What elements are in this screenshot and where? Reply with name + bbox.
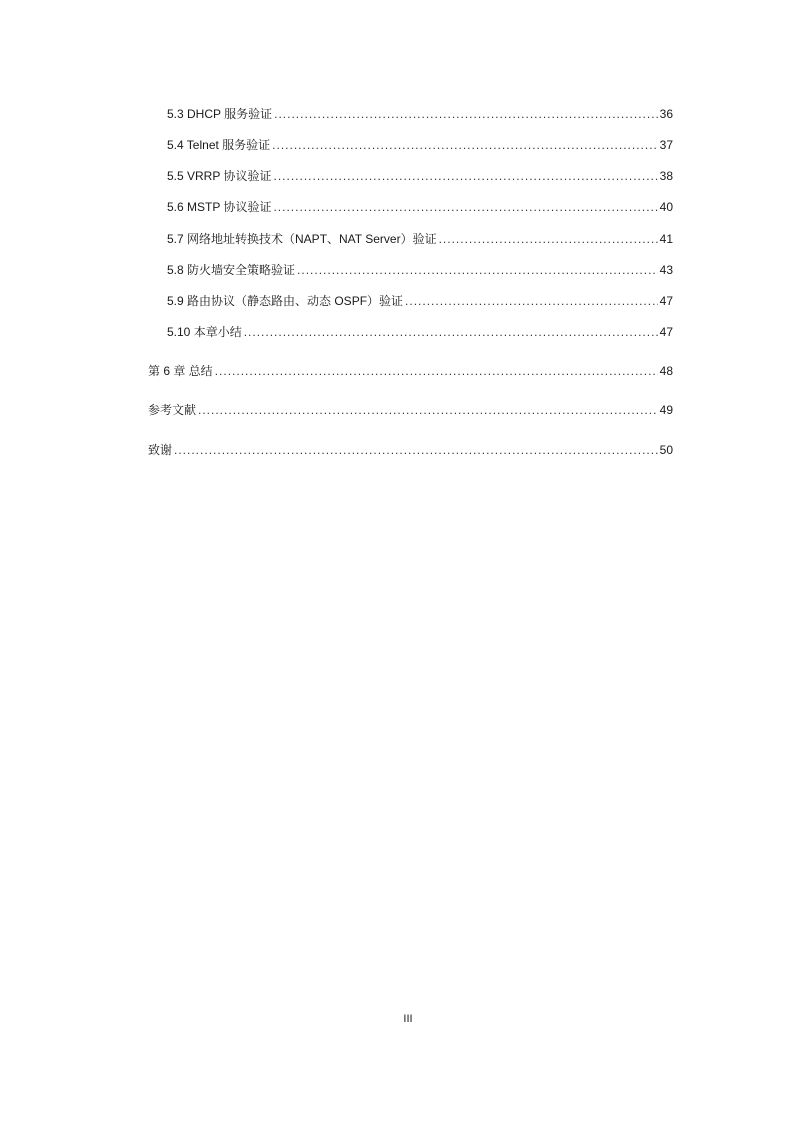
toc-entry-5-10[interactable] <box>167 320 673 340</box>
toc-entry-title: 5.6 MSTP 协议验证 <box>167 200 272 214</box>
toc-entry-page: 49 <box>659 403 673 417</box>
toc-entry-title: 5.7 网络地址转换技术（NAPT、NAT Server）验证 <box>167 232 437 246</box>
toc-entry-page: 38 <box>659 169 673 183</box>
toc-dot-leader <box>244 324 658 340</box>
toc-entry-page: 36 <box>659 107 673 121</box>
toc-entry-page: 37 <box>659 138 673 152</box>
toc-entry-title: 5.4 Telnet 服务验证 <box>167 138 271 152</box>
toc-entry-title: 致谢 <box>148 443 173 457</box>
toc-entry-title: 5.3 DHCP 服务验证 <box>167 107 273 121</box>
toc-entry-references[interactable] <box>148 398 673 418</box>
toc-entry-page: 50 <box>659 443 673 457</box>
toc-entry-5-3[interactable] <box>167 102 673 122</box>
toc-entry-title: 5.10 本章小结 <box>167 325 242 339</box>
toc-entry-title: 5.8 防火墙安全策略验证 <box>167 263 296 277</box>
toc-dot-leader <box>273 199 657 215</box>
toc-entry-page: 41 <box>659 232 673 246</box>
toc-dot-leader <box>198 402 658 418</box>
toc-entry-title: 5.9 路由协议（静态路由、动态 OSPF）验证 <box>167 294 404 308</box>
toc-dot-leader <box>215 363 658 379</box>
toc-entry-5-9[interactable] <box>167 289 673 309</box>
toc-entry-5-7[interactable] <box>167 227 673 247</box>
toc-entry-title: 5.5 VRRP 协议验证 <box>167 169 272 183</box>
toc-dot-leader <box>274 106 658 122</box>
toc-dot-leader <box>439 231 658 247</box>
toc-dot-leader <box>297 262 658 278</box>
toc-entry-page: 43 <box>659 263 673 277</box>
toc-entry-acknowledgements[interactable] <box>148 438 673 458</box>
toc-entry-page: 48 <box>659 364 673 378</box>
toc-dot-leader <box>174 442 658 458</box>
toc-entry-5-6[interactable] <box>167 195 673 215</box>
toc-entry-title: 第 6 章 总结 <box>148 364 213 378</box>
toc-entry-page: 40 <box>659 200 673 214</box>
toc-entry-5-8[interactable] <box>167 258 673 278</box>
toc-dot-leader <box>273 168 657 184</box>
toc-entry-chapter-6[interactable] <box>148 359 673 379</box>
toc-entry-page: 47 <box>659 294 673 308</box>
toc-entry-5-4[interactable] <box>167 133 673 153</box>
toc-entry-5-5[interactable] <box>167 164 673 184</box>
toc-entry-page: 47 <box>659 325 673 339</box>
page-number: III <box>403 1013 413 1025</box>
toc-entry-title: 参考文献 <box>148 403 197 417</box>
toc-dot-leader <box>405 293 658 309</box>
toc-dot-leader <box>272 137 657 153</box>
